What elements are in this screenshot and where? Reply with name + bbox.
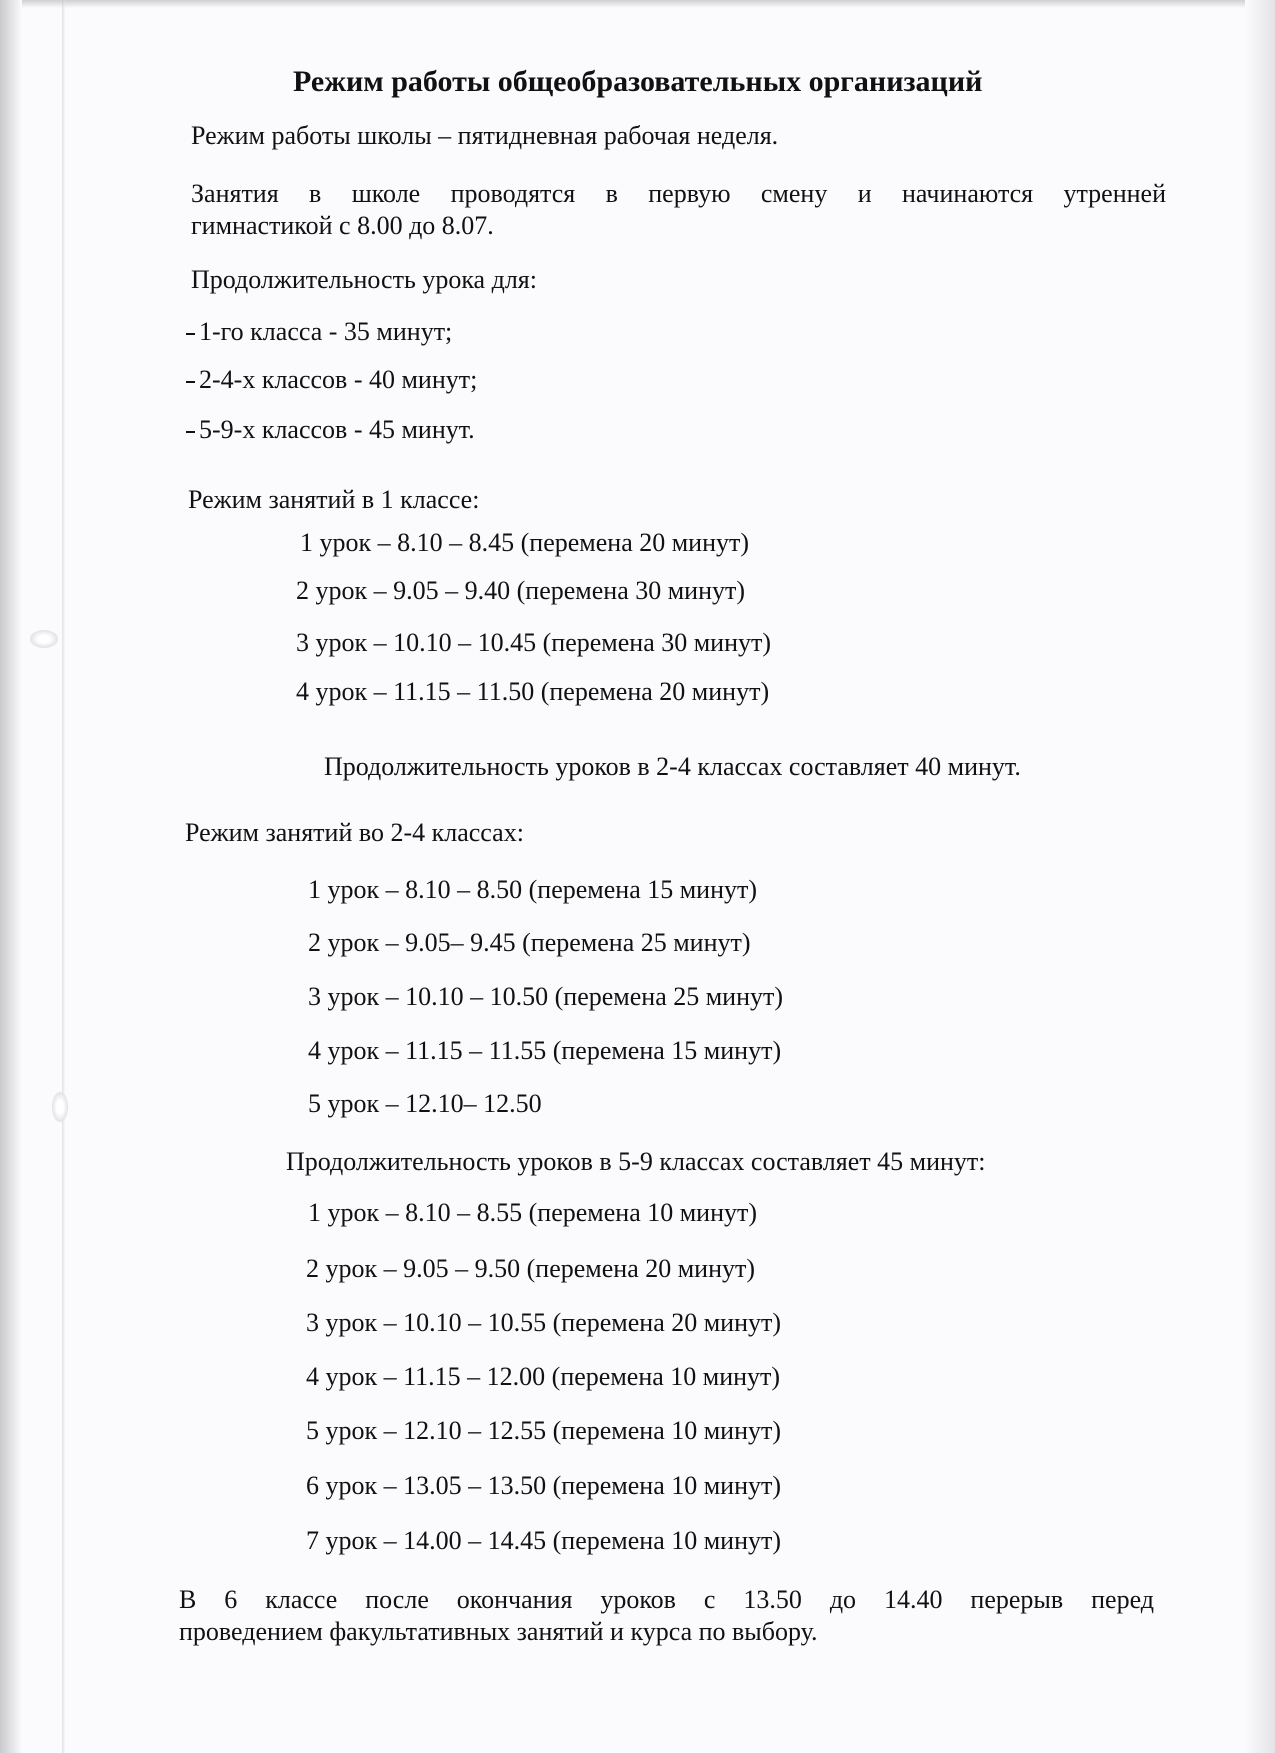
dash-icon xyxy=(186,381,195,383)
punch-hole xyxy=(30,630,58,648)
grade5-9-lesson: 5 урок – 12.10 – 12.55 (перемена 10 минут) xyxy=(306,1416,782,1445)
lesson-length-text: 1-го класса - 35 минут; xyxy=(199,317,453,346)
grade5-9-duration-note: Продолжительность уроков в 5-9 классах составляет 45 минут: xyxy=(286,1147,986,1176)
page-fold-line xyxy=(62,0,65,1753)
grade1-heading: Режим занятий в 1 классе: xyxy=(188,485,480,514)
grade5-9-lesson: 3 урок – 10.10 – 10.55 (перемена 20 минут) xyxy=(306,1308,782,1337)
grade1-lesson: 3 урок – 10.10 – 10.45 (перемена 30 минут) xyxy=(296,628,772,657)
lesson-length-text: 5-9-х классов - 45 минут. xyxy=(199,415,475,444)
grade5-9-lesson: 6 урок – 13.05 – 13.50 (перемена 10 минут) xyxy=(306,1471,782,1500)
grade5-9-lesson: 1 урок – 8.10 – 8.55 (перемена 10 минут) xyxy=(308,1198,758,1227)
grade2-4-lesson: 5 урок – 12.10– 12.50 xyxy=(308,1089,542,1118)
page-top-edge xyxy=(0,0,1275,8)
grade2-4-lesson: 2 урок – 9.05– 9.45 (перемена 25 минут) xyxy=(308,928,751,957)
lesson-length-item xyxy=(186,364,477,396)
grade2-4-lesson: 3 урок – 10.10 – 10.50 (перемена 25 минут) xyxy=(308,982,784,1011)
lesson-length-heading: Продолжительность урока для: xyxy=(191,265,537,294)
grade5-9-lesson: 4 урок – 11.15 – 12.00 (перемена 10 минут) xyxy=(306,1362,781,1391)
grade5-9-lesson: 2 урок – 9.05 – 9.50 (перемена 20 минут) xyxy=(306,1254,756,1283)
punch-hole xyxy=(52,1092,68,1122)
grade1-lesson: 1 урок – 8.10 – 8.45 (перемена 20 минут) xyxy=(300,528,750,557)
grade5-9-lesson: 7 урок – 14.00 – 14.45 (перемена 10 минут) xyxy=(306,1526,782,1555)
grade2-4-lesson: 4 урок – 11.15 – 11.55 (перемена 15 минут) xyxy=(308,1036,782,1065)
page-right-edge xyxy=(1245,0,1275,1753)
grade2-4-heading: Режим занятий во 2-4 классах: xyxy=(185,818,524,847)
lesson-length-item xyxy=(186,414,475,446)
intro-shift-line1: Занятия в школе проводятся в первую смену и начинаются утренней xyxy=(191,179,1166,208)
intro-week: Режим работы школы – пятидневная рабочая неделя. xyxy=(191,121,779,150)
grade2-4-duration-note: Продолжительность уроков в 2-4 классах составляет 40 минут. xyxy=(324,752,1021,781)
dash-icon xyxy=(186,431,195,433)
page-left-shadow xyxy=(0,0,22,1753)
footer-line1: В 6 классе после окончания уроков с 13.50 до 14.40 перерыв перед xyxy=(179,1585,1154,1614)
page-title: Режим работы общеобразовательных организаций xyxy=(293,65,983,98)
footer-line2: проведением факультативных занятий и курса по выбору. xyxy=(179,1617,818,1646)
dash-icon xyxy=(186,333,195,335)
grade1-lesson: 4 урок – 11.15 – 11.50 (перемена 20 минут) xyxy=(296,677,770,706)
grade2-4-lesson: 1 урок – 8.10 – 8.50 (перемена 15 минут) xyxy=(308,875,758,904)
intro-shift-line2: гимнастикой с 8.00 до 8.07. xyxy=(191,211,494,240)
grade1-lesson: 2 урок – 9.05 – 9.40 (перемена 30 минут) xyxy=(296,576,746,605)
lesson-length-text: 2-4-х классов - 40 минут; xyxy=(199,365,478,394)
lesson-length-item xyxy=(186,316,452,348)
